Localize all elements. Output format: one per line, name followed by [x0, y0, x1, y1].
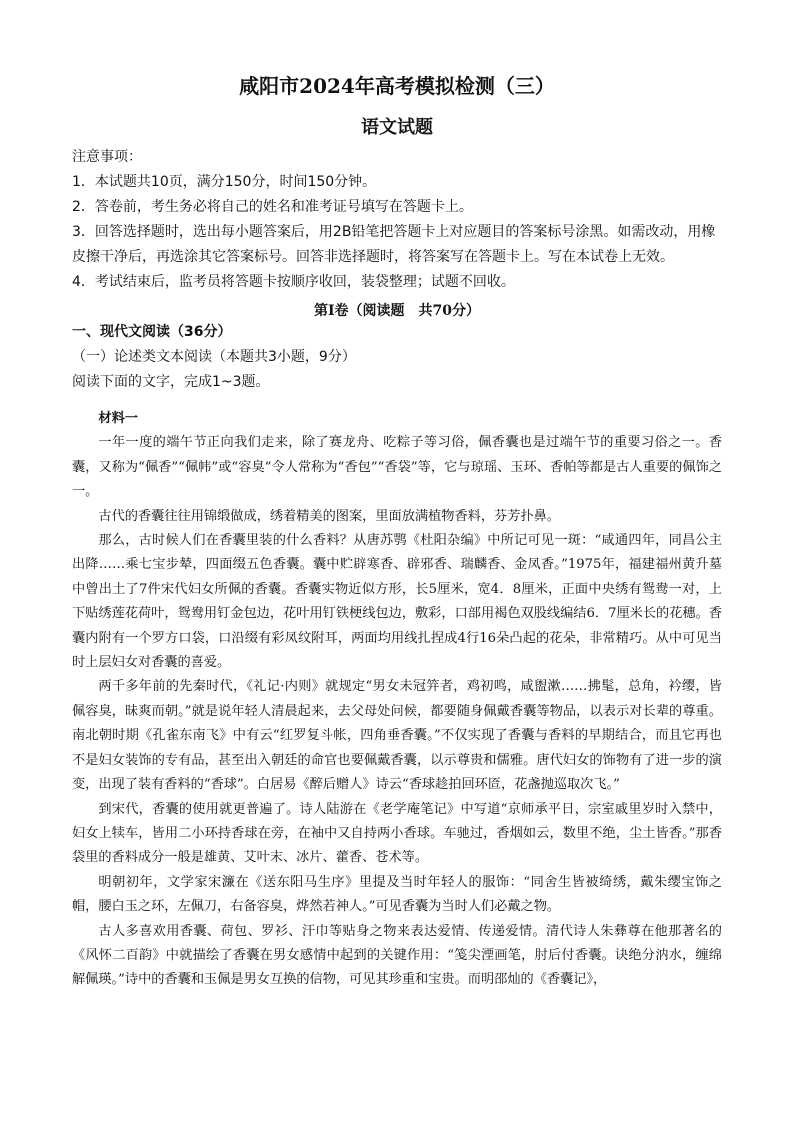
- passage-paragraph: 到宋代，香囊的使用就更普遍了。诗人陆游在《老学庵笔记》中写道“京师承平日，宗室戚里岁时入禁中，妇女上犊车，皆用二小环持香球在旁，在袖中又自持两小香球。车驰过，香烟如云，数里不绝，尘土皆香。”那香袋里的香料成分一般是雄黄、艾叶末、冰片、藿香、苍术等。: [72, 801, 722, 866]
- section-block: [72, 320, 722, 395]
- material-label: 材料一: [98, 411, 138, 426]
- passage-paragraph: 古代的香囊往往用锦缎做成，绣着精美的图案，里面放满植物香料，芬芳扑鼻。: [98, 508, 560, 524]
- notes-item: 4．考试结束后，监考员将答题卡按顺序收回，装袋整理；试题不回收。: [72, 274, 515, 290]
- section-title: 一、现代文阅读（36分）: [72, 324, 232, 340]
- notes-block: [72, 145, 722, 295]
- part-heading: 第Ⅰ卷（阅读题 共70分）: [313, 303, 481, 319]
- notes-item: 2．答卷前，考生务必将自己的姓名和准考证号填写在答题卡上。: [72, 199, 473, 215]
- passage-paragraph: 一年一度的端午节正向我们走来，除了赛龙舟、吃粽子等习俗，佩香囊也是过端午节的重要习俗之一。香囊，又称为“佩香”“佩帏”或“容臭”令人常称为“香包”“香袋”等，它与琼瑶、玉环、香帕等都是古人重要的佩饰之一。: [72, 435, 722, 500]
- passage-paragraph: 那么，古时候人们在香囊里装的什么香料？从唐苏鹗《杜阳杂编》中所记可见一斑：“咸通四年，同昌公主出降……乘七宝步辇，四面缀五色香囊。囊中贮辟寒香、辟邪香、瑞麟香、金凤香。”1975年，福建福州黄升墓中曾出土了7件宋代妇女所佩的香囊。香囊实物近似方形，长5厘米，宽4．8厘米，正面中央绣有鸳鸯一对，上下贴绣莲花荷叶，鸳鸯用钉金包边，花叶用钉铁梗线包边，敷彩，口部用褐色双股线编结6．7厘米长的花穗。香囊内附有一个罗方口袋，口沿缀有彩凤纹附耳，两面均用线扎捏成4行16朵凸起的花朵，非常精巧。从中可见当时上层妇女对香囊的喜爱。: [72, 533, 722, 671]
- notes-item: 3．回答选择题时，选出每小题答案后，用2B铅笔把答题卡上对应题目的答案标号涂黑。如需改动，用橡皮擦干净后，再选涂其它答案标号。回答非选择题时，将答案写在答题卡上。写在本试卷上无效。: [72, 224, 716, 265]
- passage: [72, 407, 722, 993]
- notes-heading: 注意事项：: [72, 149, 142, 165]
- page-title: 咸阳市2024年高考模拟检测（三）: [239, 74, 555, 98]
- passage-paragraph: 两千多年前的先秦时代，《礼记·内则》就规定“男女未冠笄者，鸡初鸣，咸盥漱……拂髦，总角，衿缨，皆佩容臭，昧爽而朝。”就是说年轻人清晨起来，去父母处问候，都要随身佩戴香囊等物品，以表示对长辈的尊重。南北朝时期《孔雀东南飞》中有云“红罗复斗帐，四角垂香囊。”不仅实现了香囊与香料的早期结合，而且它再也不是妇女装饰的专有品，甚至出入朝廷的命官也要佩戴香囊，以示尊贵和儒雅。唐代妇女的饰物有了进一步的演变，出现了装有香料的“香球”。白居易《醉后赠人》诗云“香球趁拍回环匼，花盏抛巡取次飞。”: [72, 679, 722, 793]
- passage-paragraph: 古人多喜欢用香囊、荷包、罗衫、汗巾等贴身之物来表达爱情、传递爱情。清代诗人朱彝尊在他那著名的《风怀二百韵》中就描绘了香囊在男女感情中起到的关键作用：“笺尖湮画笔，肘后付香囊。诀绝分汭水，缠绵解佩瑛。”诗中的香囊和玉佩是男女互换的信物，可见其珍重和宝贵。而明邵灿的《香囊记》，: [72, 923, 722, 988]
- notes-item: 1．本试题共10页，满分150分，时间150分钟。: [72, 174, 377, 190]
- passage-paragraph: 明朝初年，文学家宋濂在《送东阳马生序》里提及当时年轻人的服饰：“同舍生皆被绮绣，戴朱缨宝饰之帽，腰白玉之环，左佩刀，右备容臭，烨然若神人。”可见香囊为当时人们必戴之物。: [72, 874, 722, 915]
- subsection-title: （一）论述类文本阅读（本题共3小题，9分）: [72, 349, 356, 365]
- page-subtitle: 语文试题: [361, 117, 433, 138]
- reading-instruction: 阅读下面的文字，完成1~3题。: [72, 374, 270, 390]
